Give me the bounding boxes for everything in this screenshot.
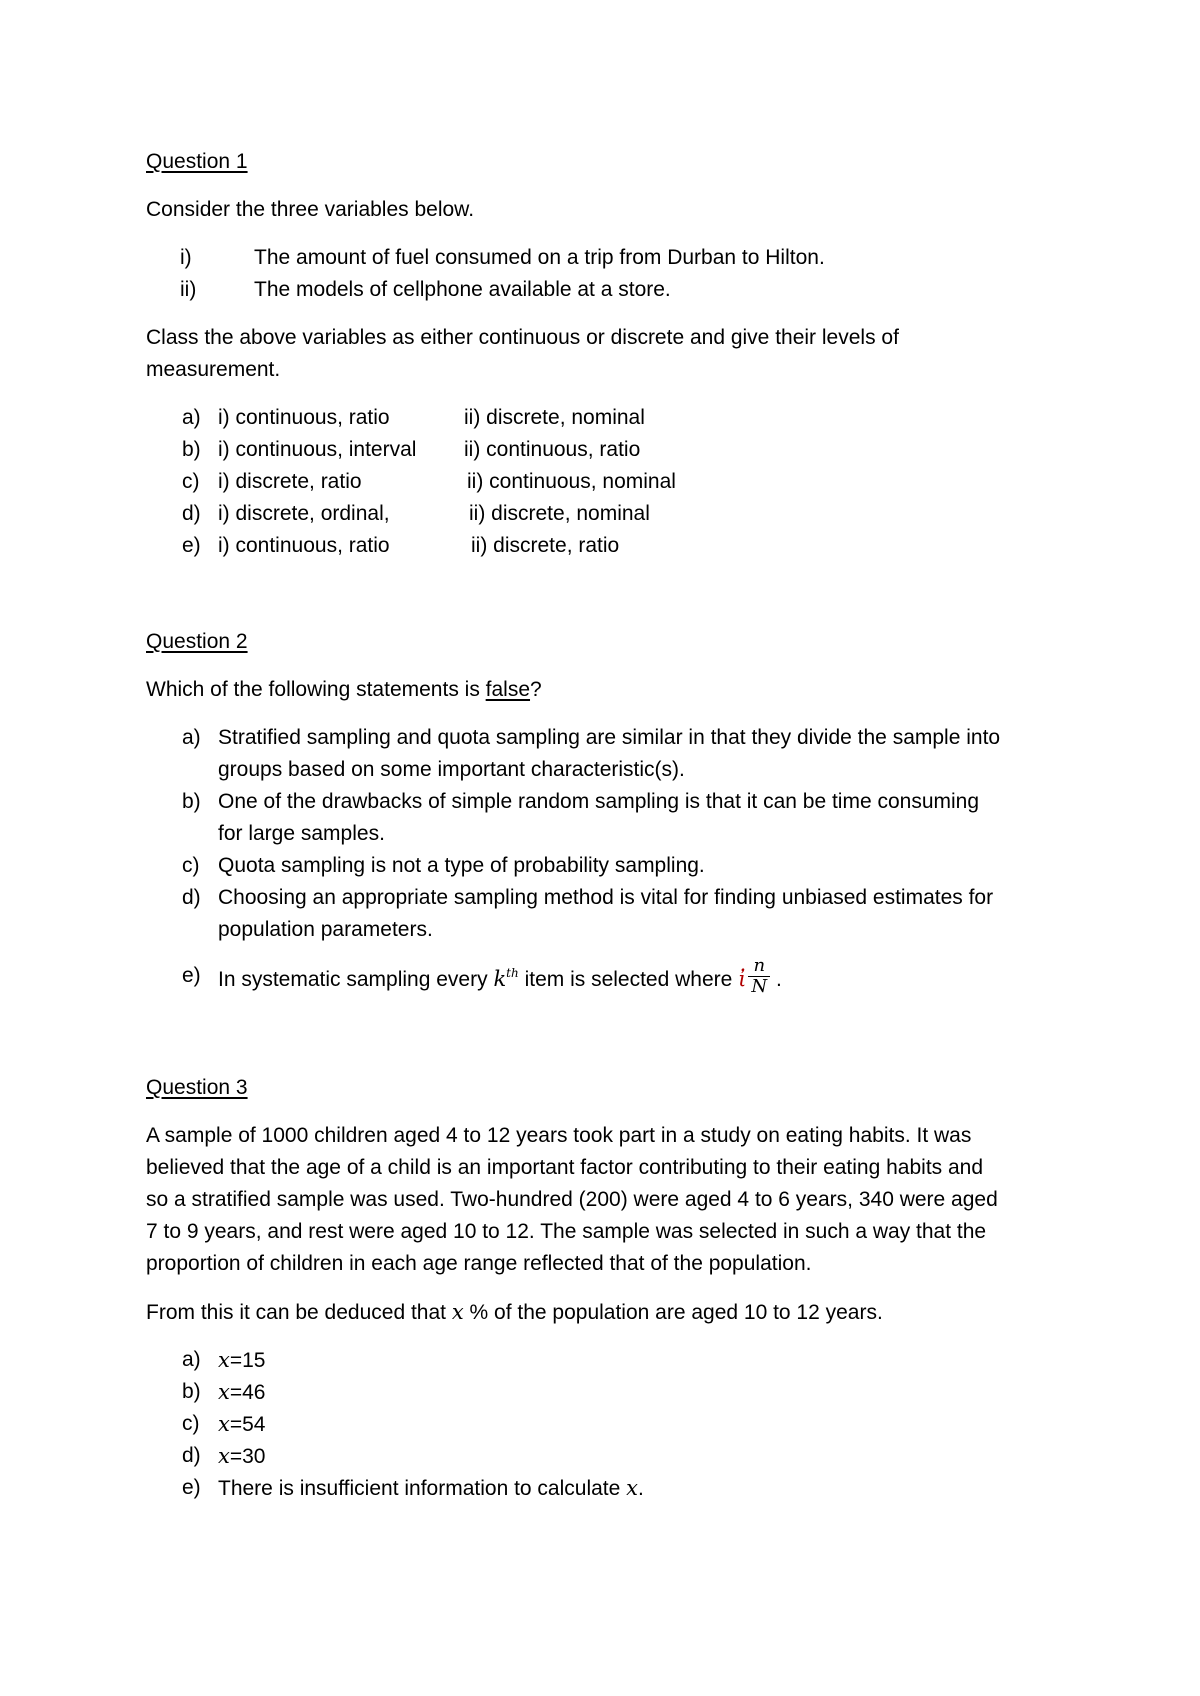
q3-option-d-letter: d) [182, 1444, 201, 1467]
q2-option-e-end: . [770, 968, 782, 992]
q3-option-b-letter: b) [182, 1380, 201, 1403]
q1-option-a-letter: a) [182, 406, 201, 429]
q2-option-c-letter: c) [182, 854, 200, 877]
q3-deduction-post: % of the population are aged 10 to 12 years. [463, 1301, 883, 1324]
q3-paragraph-line-4: 7 to 9 years, and rest were aged 10 to 12. The sample was selected in such a way that the [146, 1220, 987, 1243]
q3-deduction [146, 1296, 883, 1329]
q3-paragraph-line-5: proportion of children in each age range reflected that of the population. [146, 1252, 812, 1275]
q3-option-e-end: . [638, 1477, 644, 1500]
q2-option-b-line-2: for large samples. [218, 822, 385, 845]
question-3-heading: Question 3 [146, 1076, 248, 1099]
q1-option-a-ii: ii) discrete, nominal [464, 406, 645, 429]
variable-1-number: i) [180, 246, 192, 269]
question-2-question-mark: ? [530, 678, 542, 701]
q1-option-b-letter: b) [182, 438, 201, 461]
q1-option-e-ii: ii) discrete, ratio [471, 534, 620, 557]
q3-option-a-value: =15 [229, 1349, 266, 1372]
q3-option-c-value: =54 [229, 1413, 266, 1436]
q1-option-d-ii: ii) discrete, nominal [469, 502, 650, 525]
q1-option-e-i: i) continuous, ratio [218, 534, 390, 557]
question-1-heading: Question 1 [146, 150, 248, 173]
q3-option-e-letter: e) [182, 1476, 201, 1499]
variable-2-number: ii) [180, 278, 197, 301]
q2-option-d-line-2: population parameters. [218, 918, 433, 941]
q2-option-b-letter: b) [182, 790, 201, 813]
q1-option-c-ii: ii) continuous, nominal [467, 470, 676, 493]
q3-option-d-value: =30 [229, 1445, 266, 1468]
q2-option-d-line-1: Choosing an appropriate sampling method is vital for finding unbiased estimates for [218, 886, 994, 909]
q2-option-e-text [218, 955, 782, 1001]
question-1-instruction-line-2: measurement. [146, 358, 281, 381]
q1-option-b-i: i) continuous, interval [218, 438, 417, 461]
variable-2-text: The models of cellphone available at a store. [254, 278, 671, 301]
q2-option-c-line-1: Quota sampling is not a type of probability sampling. [218, 854, 705, 877]
q2-option-e-symbol: ἰ [738, 967, 747, 992]
question-2-false-word: false [485, 678, 531, 701]
question-2-heading: Question 2 [146, 630, 248, 653]
q1-option-d-i: i) discrete, ordinal, [218, 502, 390, 525]
q2-option-d-letter: d) [182, 886, 201, 909]
question-2-prompt-text: Which of the following statements is [146, 678, 486, 701]
q1-option-d-letter: d) [182, 502, 201, 525]
q3-option-d [218, 1440, 265, 1473]
q2-option-e-pre: In systematic sampling every [218, 968, 494, 992]
q1-option-a-i: i) continuous, ratio [218, 406, 390, 429]
q2-option-a-letter: a) [182, 726, 201, 749]
fraction-numerator: n [748, 956, 770, 977]
q2-option-e-mid: item is selected where [518, 968, 739, 992]
question-2-prompt [146, 674, 542, 706]
q3-option-a-var: x [218, 1348, 230, 1372]
q1-option-c-i: i) discrete, ratio [218, 470, 362, 493]
question-1-intro: Consider the three variables below. [146, 198, 475, 221]
q2-option-e-k: k [493, 967, 507, 992]
q2-option-a-line-2: groups based on some important characteristic(s). [218, 758, 685, 781]
q3-option-c [218, 1408, 265, 1441]
q3-option-c-var: x [218, 1412, 230, 1436]
q1-option-c-letter: c) [182, 470, 200, 493]
q1-option-b-ii: ii) continuous, ratio [464, 438, 641, 461]
q3-paragraph-line-1: A sample of 1000 children aged 4 to 12 years took part in a study on eating habits. It was [146, 1124, 972, 1147]
q2-option-e-fraction [748, 956, 770, 997]
q3-deduction-pre: From this it can be deduced that [146, 1301, 452, 1324]
q3-option-b-var: x [218, 1380, 230, 1404]
q2-option-e-letter: e) [182, 964, 201, 987]
q3-option-b [218, 1376, 265, 1409]
q3-option-b-value: =46 [229, 1381, 266, 1404]
q3-paragraph-line-3: so a stratified sample was used. Two-hundred (200) were aged 4 to 6 years, 340 were aged [146, 1188, 998, 1211]
q3-paragraph-line-2: believed that the age of a child is an important factor contributing to their eating habits and [146, 1156, 984, 1179]
q2-option-b-line-1: One of the drawbacks of simple random sampling is that it can be time consuming [218, 790, 980, 813]
q2-option-e-superscript: th [506, 966, 519, 981]
q3-deduction-x: x [451, 1300, 464, 1324]
q3-option-a-letter: a) [182, 1348, 201, 1371]
q3-option-d-var: x [218, 1444, 230, 1468]
q3-option-c-letter: c) [182, 1412, 200, 1435]
question-1-instruction-line-1: Class the above variables as either continuous or discrete and give their levels of [146, 326, 899, 349]
q1-option-e-letter: e) [182, 534, 201, 557]
q3-option-e-pre: There is insufficient information to calculate [218, 1477, 627, 1500]
q3-option-a [218, 1344, 265, 1377]
q3-option-e-var: x [626, 1476, 638, 1500]
q3-option-e [218, 1472, 644, 1505]
fraction-denominator: N [751, 976, 768, 997]
variable-1-text: The amount of fuel consumed on a trip from Durban to Hilton. [254, 246, 825, 269]
q2-option-a-line-1: Stratified sampling and quota sampling are similar in that they divide the sample into [218, 726, 1001, 749]
